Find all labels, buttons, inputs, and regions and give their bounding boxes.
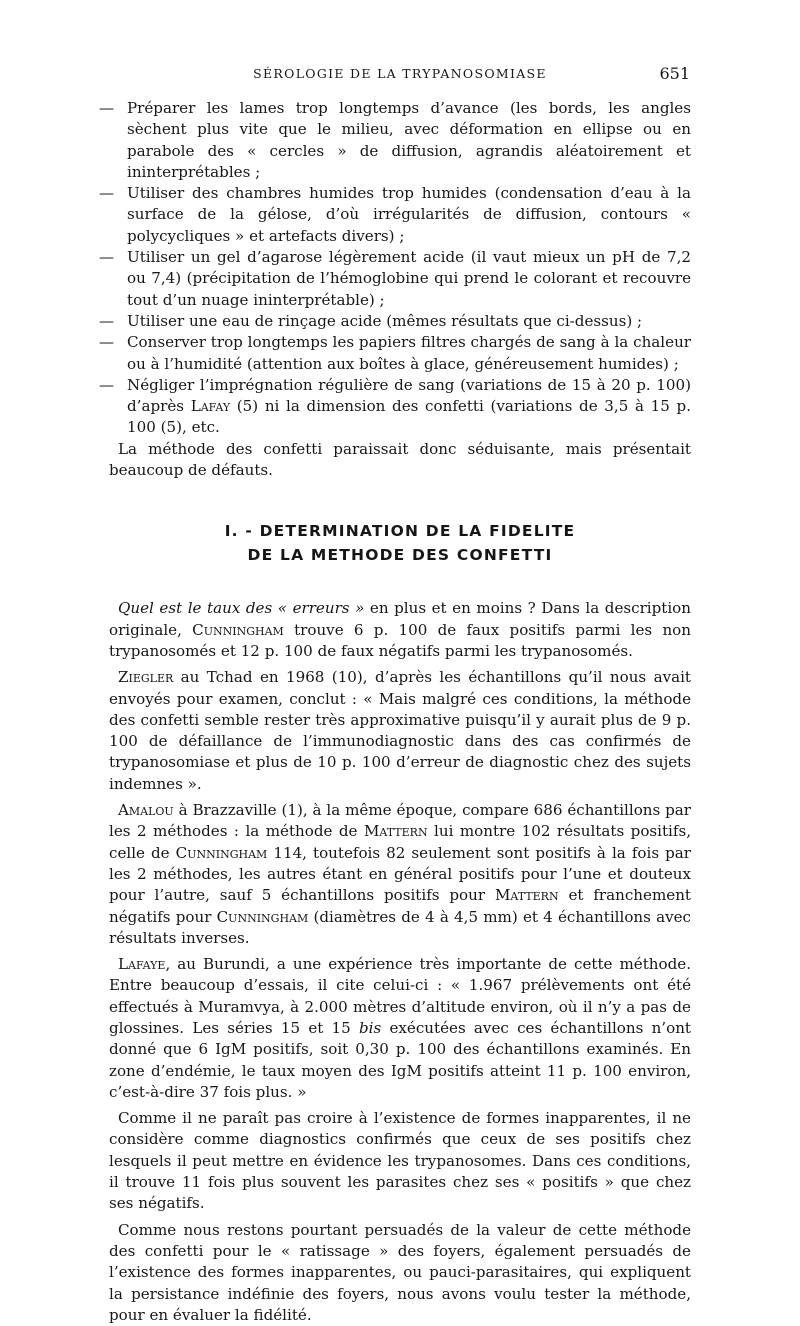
text-run: , au Burundi, a une expérience très importante de cette méthode. Entre beaucoup d’essais, il cite celui-ci : « 1.967 prélèvements ont été effectués à Muramvya, à 2.000 mètres d’altitude environ, où il n’y a pas de glossines. Les séries 15 et 15 bbox=[109, 955, 691, 1037]
paragraph-4 bbox=[109, 954, 691, 1103]
list-item: — Conserver trop longtemps les papiers filtres chargés de sang à la chaleur ou à l’humidité (attention aux boîtes à glace, généreusement humides) ; bbox=[109, 332, 691, 375]
author-name: Cunningham bbox=[192, 620, 284, 639]
text-run: 114, toutefois 82 seulement sont positifs à la fois par les 2 méthodes, les autres étant en général positifs pour l’une et douteux pour l’autre, sauf 5 échantillons positifs pour bbox=[109, 843, 692, 905]
author-name: Cunningham bbox=[216, 907, 309, 926]
text-run: au Tchad en 1968 (10), d’après les échantillons qu’il nous avait envoyés pour examen, conclut : « Mais malgré ces conditions, la méthode des confetti semble rester très approximative puisqu’il y aurait plus de 9 p. 100 de défaillance de l’immunodiagnostic dans des cas confirmés de trypanosomiase et plus de 10 p. 100 d’erreur de diagnostic chez des sujets indemnes ». bbox=[109, 668, 691, 793]
text-run: Négliger l’imprégnation régulière de sang (variations de 15 à 20 p. 100) d’après bbox=[127, 375, 691, 416]
author-name: Mattern bbox=[363, 822, 428, 841]
paragraph-3 bbox=[109, 800, 691, 949]
paragraph-5: Comme il ne paraît pas croire à l’existence de formes inapparentes, il ne considère comme diagnostics confirmés que ceux de ses positifs chez lesquels il peut mettre en évidence les trypanosomes. Dans ces conditions, il trouve 11 fois plus souvent les parasites chez ses « positifs » que chez ses négatifs. bbox=[109, 1109, 691, 1213]
italic-word: bis bbox=[358, 1018, 382, 1037]
list-item: — Utiliser une eau de rinçage acide (mêmes résultats que ci-dessus) ; bbox=[109, 311, 691, 332]
page-number: 651 bbox=[659, 64, 690, 83]
list-item: — Utiliser un gel d’agarose légèrement acide (il vaut mieux un pH de 7,2 ou 7,4) (précipitation de l’hémoglobine qui prend le colorant et recouvre tout d’un nuage ininterprétable) ; bbox=[109, 247, 691, 311]
paragraph-2 bbox=[109, 667, 691, 795]
text-run: trouve 6 p. 100 de faux positifs parmi les non trypanosomés et 12 p. 100 de faux négatifs parmi les trypanosomés. bbox=[109, 620, 691, 660]
body-text bbox=[109, 98, 691, 1326]
running-head bbox=[0, 64, 800, 86]
text-run: et franchement négatifs pour bbox=[109, 886, 691, 926]
author-name: Mattern bbox=[494, 886, 559, 905]
dash-list bbox=[109, 98, 691, 439]
paragraph-6: Comme nous restons pourtant persuadés de la valeur de cette méthode des confetti pour le « ratissage » des foyers, également persuadés de l’existence des formes inapparentes, ou pauci-parasitaires, qui expliquent la persistance indéfinie des foyers, nous avons voulu tester la méthode, pour en évaluer la fidélité. bbox=[109, 1220, 691, 1324]
text-run: à Brazzaville (1), à la même époque, compare 686 échantillons par les 2 méthodes : la méthode de bbox=[109, 801, 691, 841]
author-name: Ziegler bbox=[118, 668, 174, 687]
list-item: — Utiliser des chambres humides trop humides (condensation d’eau à la surface de la gélose, d’où irrégularités de diffusion, contours « polycycliques » et artefacts divers) ; bbox=[109, 183, 691, 247]
section-heading bbox=[109, 519, 691, 567]
section-heading-line-1: I. - DETERMINATION DE LA FIDELITE bbox=[224, 522, 576, 541]
italic-question: Quel est le taux des « erreurs » bbox=[118, 599, 365, 618]
section-heading-line-2: DE LA METHODE DES CONFETTI bbox=[247, 546, 553, 565]
paragraph-1 bbox=[109, 598, 691, 662]
text-run: lui montre 102 résultats positifs, celle de bbox=[109, 822, 692, 862]
running-title: SÉROLOGIE DE LA TRYPANOSOMIASE bbox=[253, 66, 547, 81]
author-name: Lafay bbox=[190, 397, 231, 416]
text-run: exécutées avec ces échantillons n’ont donné que 6 IgM positifs, soit 0,30 p. 100 des échantillons examinés. En zone d’endémie, le taux moyen des IgM positifs atteint 11 p. 100 environ, c’est-à-dire 37 fois plus. » bbox=[109, 1018, 691, 1101]
text-run: en plus et en moins ? Dans la description originale, bbox=[109, 599, 691, 639]
list-item: — Préparer les lames trop longtemps d’avance (les bords, les angles sèchent plus vite que le milieu, avec déformation en ellipse ou en parabole des « cercles » de diffusion, agrandis aléatoirement et ininterprétables ; bbox=[109, 98, 691, 183]
author-name: Cunningham bbox=[175, 843, 268, 862]
author-name: Lafaye bbox=[118, 955, 166, 974]
conclusion-paragraph: La méthode des confetti paraissait donc séduisante, mais présentait beaucoup de défauts. bbox=[109, 439, 691, 480]
text-run: (5) ni la dimension des confetti (variations de 3,5 à 15 p. 100 (5), etc. bbox=[127, 397, 691, 437]
author-name: Amalou bbox=[118, 801, 174, 820]
text-run: (diamètres de 4 à 4,5 mm) et 4 échantillons avec résultats inverses. bbox=[109, 907, 691, 947]
list-item bbox=[109, 375, 691, 439]
